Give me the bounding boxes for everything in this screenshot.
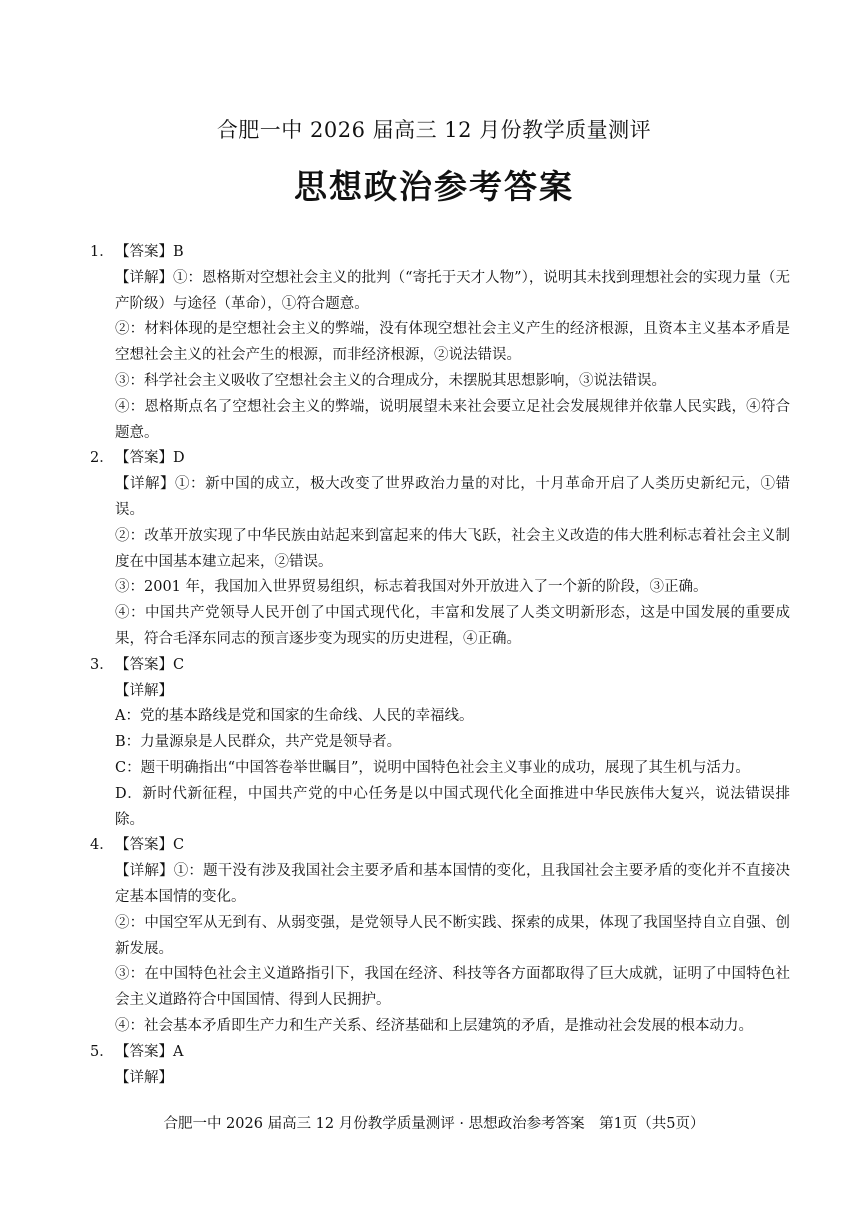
explanation-paragraph: ②：改革开放实现了中华民族由站起来到富起来的伟大飞跃，社会主义改造的伟大胜利标志着社会主义制度在中国基本建立起来，②错误。 bbox=[115, 527, 790, 570]
answer-key: 【答案】C bbox=[115, 656, 185, 673]
explanation-paragraph: D．新时代新征程，中国共产党的中心任务是以中国式现代化全面推进中华民族伟大复兴，说法错误排除。 bbox=[115, 785, 790, 828]
explanation-paragraph: B：力量源泉是人民群众，共产党是领导者。 bbox=[115, 734, 402, 751]
explanation-paragraph: ④：恩格斯点名了空想社会主义的弊端，说明展望未来社会要立足社会发展规律并依靠人民实践，④符合题意。 bbox=[115, 398, 790, 441]
question-item bbox=[90, 833, 790, 1039]
explanation-paragraph: ④：社会基本矛盾即生产力和生产关系、经济基础和上层建筑的矛盾，是推动社会发展的根本动力。 bbox=[115, 1017, 753, 1034]
explanation-paragraph: ③：2001 年，我国加入世界贸易组织，标志着我国对外开放进入了一个新的阶段，③正确。 bbox=[115, 579, 708, 596]
question-number: 3． bbox=[90, 656, 114, 673]
explanation-paragraph: 【详解】①：题干没有涉及我国社会主要矛盾和基本国情的变化，且我国社会主要矛盾的变化并不直接决定基本国情的变化。 bbox=[115, 863, 790, 905]
explanation bbox=[90, 266, 790, 447]
explanation bbox=[90, 472, 790, 653]
question-number: 4． bbox=[90, 837, 114, 854]
question-item bbox=[90, 446, 790, 652]
answer-key: 【答案】A bbox=[115, 1043, 184, 1060]
answer-key: 【答案】B bbox=[115, 244, 184, 260]
answer-key: 【答案】C bbox=[115, 837, 185, 854]
explanation-paragraph: 【详解】 bbox=[115, 682, 173, 699]
page-footer: 合肥一中 2026 届高三 12 月份教学质量测评 · 思想政治参考答案 第1页（共5页） bbox=[163, 1116, 705, 1132]
explanation-paragraph: C：题干明确指出“中国答卷举世瞩目”，说明中国特色社会主义事业的成功，展现了其生机与活力。 bbox=[115, 759, 750, 776]
question-number: 5． bbox=[90, 1043, 114, 1060]
explanation bbox=[90, 679, 790, 834]
page-title: 思想政治参考答案 bbox=[294, 167, 574, 206]
question-item bbox=[90, 240, 790, 446]
explanation-paragraph: 【详解】 bbox=[115, 1069, 173, 1086]
explanation-paragraph: ②：材料体现的是空想社会主义的弊端，没有体现空想社会主义产生的经济根源，且资本主义基本矛盾是空想社会主义的社会产生的根源，而非经济根源，②说法错误。 bbox=[115, 321, 790, 364]
explanation-paragraph: A：党的基本路线是党和国家的生命线、人民的幸福线。 bbox=[115, 708, 474, 725]
explanation bbox=[90, 1066, 790, 1092]
explanation-paragraph: 【详解】①：新中国的成立，极大改变了世界政治力量的对比，十月革命开启了人类历史新纪元，①错误。 bbox=[115, 476, 790, 518]
explanation bbox=[90, 859, 790, 1040]
explanation-paragraph: ②：中国空军从无到有、从弱变强，是党领导人民不断实践、探索的成果，体现了我国坚持自立自强、创新发展。 bbox=[115, 914, 790, 957]
answer-list bbox=[90, 240, 790, 1091]
question-number: 1． bbox=[90, 244, 114, 260]
question-number: 2． bbox=[90, 450, 114, 467]
explanation-paragraph: 【详解】①：恩格斯对空想社会主义的批判（“寄托于天才人物”），说明其未找到理想社会的实现力量（无产阶级）与途径（革命），①符合题意。 bbox=[115, 269, 790, 312]
explanation-paragraph: ③：科学社会主义吸收了空想社会主义的合理成分，未摆脱其思想影响，③说法错误。 bbox=[115, 372, 666, 389]
explanation-paragraph: ③：在中国特色社会主义道路指引下，我国在经济、科技等各方面都取得了巨大成就，证明了中国特色社会主义道路符合中国国情、得到人民拥护。 bbox=[115, 966, 790, 1009]
answer-key: 【答案】D bbox=[115, 450, 185, 467]
question-item bbox=[90, 653, 790, 834]
exam-subtitle: 合肥一中 2026 届高三 12 月份教学质量测评 bbox=[216, 118, 652, 142]
explanation-paragraph: ④：中国共产党领导人民开创了中国式现代化，丰富和发展了人类文明新形态，这是中国发展的重要成果，符合毛泽东同志的预言逐步变为现实的历史进程，④正确。 bbox=[115, 605, 790, 647]
question-item bbox=[90, 1040, 790, 1092]
